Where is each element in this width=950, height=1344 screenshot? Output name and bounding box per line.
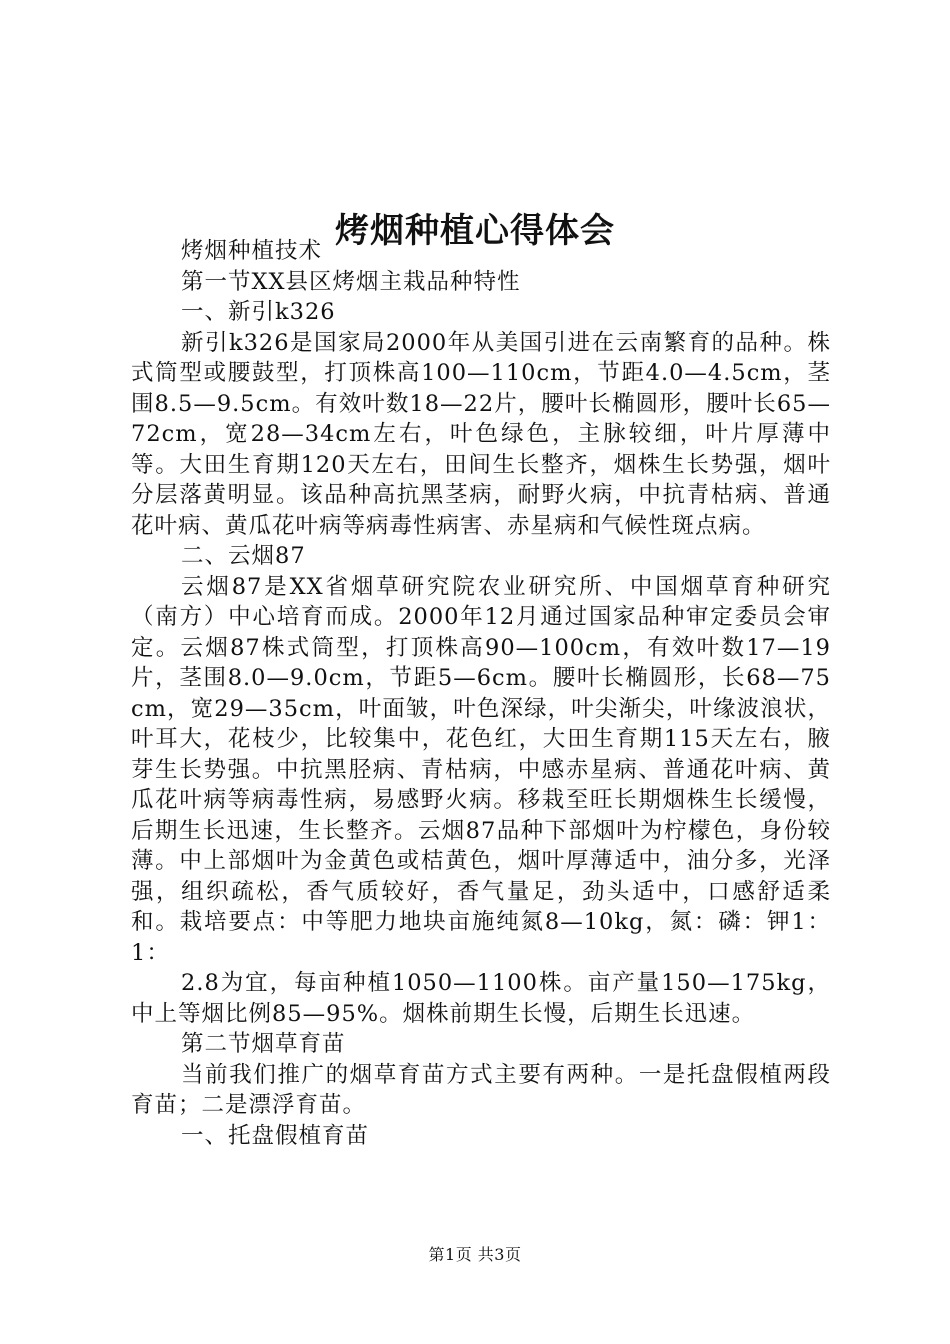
section-heading: 第二节烟草育苗: [181, 1031, 346, 1057]
body-paragraph: 当前我们推广的烟草育苗方式主要有两种。一是托盘假植两段育苗；二是漂浮育苗。: [131, 1061, 831, 1118]
body-paragraph: 2.8为宜，每亩种植1050—1100株。亩产量150—175kg，中上等烟比例85—95%。烟株前期生长慢，后期生长迅速。: [131, 970, 831, 1027]
subsection-heading: 一、托盘假植育苗: [181, 1122, 370, 1149]
section-heading: 第一节XX县区烤烟主栽品种特性: [181, 268, 521, 295]
document-title: 烤烟种植心得体会: [335, 210, 615, 251]
body-paragraph: 新引k326是国家局2000年从美国引进在云南繁育的品种。株式筒型或腰鼓型，打顶株高100—110cm，节距4.0—4.5cm，茎围8.5—9.5cm。有效叶数18—22片，腰叶长椭圆形，腰叶长65—72cm，宽28—34cm左右，叶色绿色，主脉较细，叶片厚薄中等。大田生育期120天左右，田间生长整齐，烟株生长势强，烟叶分层落黄明显。该品种高抗黑茎病，耐野火病，中抗青枯病、普通花叶病、黄瓜花叶病等病毒性病害、赤星病和气候性斑点病。: [131, 329, 831, 539]
page-footer: [0, 1244, 950, 1266]
body-paragraph: 云烟87是XX省烟草研究院农业研究所、中国烟草育种研究（南方）中心培育而成。2000年12月通过国家品种审定委员会审定。云烟87株式筒型，打顶株高90—100cm，有效叶数17—19片，茎围8.0—9.0cm，节距5—6cm。腰叶长椭圆形，长68—75cm，宽29—35cm，叶面皱，叶色深绿，叶尖渐尖，叶缘波浪状，叶耳大，花枝少，比较集中，花色红，大田生育期115天左右，腋芽生长势强。中抗黑胫病、青枯病，中感赤星病、普通花叶病、黄瓜花叶病等病毒性病，易感野火病。移栽至旺长期烟株生长缓慢，后期生长迅速，生长整齐。云烟87品种下部烟叶为柠檬色，身份较薄。中上部烟叶为金黄色或桔黄色，烟叶厚薄适中，油分多，光泽强，组织疏松，香气质较好，香气量足，劲头适中，口感舒适柔和。栽培要点：中等肥力地块亩施纯氮8—10kg，氮：磷：钾1：1：: [131, 573, 831, 966]
paragraph-subtitle: 烤烟种植技术: [181, 238, 323, 264]
subsection-heading: 二、云烟87: [181, 543, 306, 569]
subsection-heading: 一、新引k326: [181, 299, 336, 325]
document-body: [131, 236, 831, 1151]
page-number-indicator: 第1页 共3页: [428, 1245, 522, 1264]
